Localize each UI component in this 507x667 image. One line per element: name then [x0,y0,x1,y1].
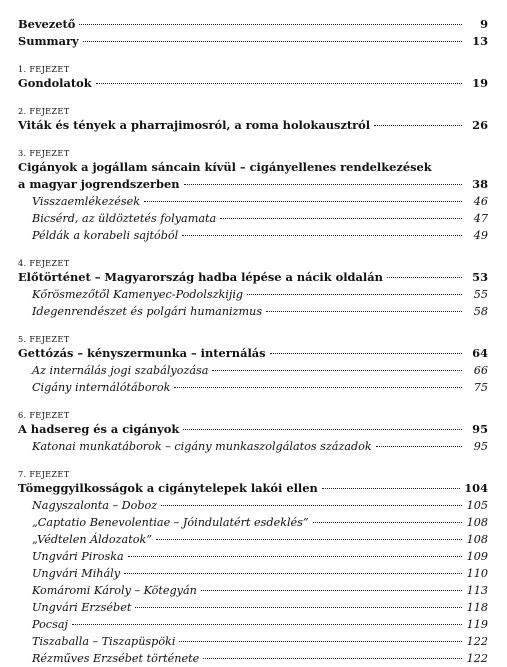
dot-leader [96,83,462,84]
section-page: 55 [473,288,488,301]
section-title: Példák a korabeli sajtóból [32,229,179,242]
section-entry [18,362,488,379]
dot-leader [247,294,462,295]
dot-leader [376,446,462,447]
section-entry [18,438,488,455]
dot-leader [266,311,462,312]
chapter-title: a magyar jogrendszerben [18,177,180,191]
toc-entry-bevezeto [18,16,488,33]
chapter-page: 38 [472,177,488,191]
section-title: Rézműves Erzsébet története [32,652,200,665]
section-entry [18,210,488,227]
section-title: Kőrösmezőtől Kamenyec-Podolszkijig [32,288,244,301]
chapter-page: 53 [472,270,488,284]
section-page: 122 [466,652,488,665]
chapter-page: 104 [464,481,488,495]
chapter-page: 95 [472,422,488,436]
section-page: 75 [473,381,488,394]
section-entry [18,193,488,210]
section-entry [18,286,488,303]
section-title: Bicsérd, az üldöztetés folyamata [32,212,217,225]
section-title: Komáromi Károly – Kötegyán [32,584,197,597]
chapter-label: 4. FEJEZET [18,258,70,268]
chapter-title: Viták és tények a pharrajimosról, a roma holokausztról [18,118,371,132]
section-title: Tiszaballa – Tiszapüspöki [32,635,176,648]
dot-leader [182,235,462,236]
section-page: 118 [466,601,488,614]
section-page: 110 [466,567,488,580]
toc-entry-page: 13 [472,34,488,48]
section-entry [18,379,488,396]
section-page: 122 [466,635,488,648]
dot-leader [83,41,462,42]
chapter-title-entry [18,269,488,286]
section-page: 109 [466,550,488,563]
dot-leader [179,641,462,642]
dot-leader [201,590,462,591]
chapter-label: 7. FEJEZET [18,469,70,479]
section-title: „Captatio Benevolentiae – Jóindulatért esdeklés” [32,516,309,529]
section-entry [18,565,488,582]
section-title: Ungvári Mihály [32,567,121,580]
chapter-title-entry [18,176,488,193]
section-entry [18,633,488,650]
chapter-title: Tömeggyilkosságok a cigánytelepek lakói ellen [18,481,318,495]
chapter-label: 3. FEJEZET [18,148,70,158]
dot-leader [387,277,462,278]
section-page: 95 [473,440,488,453]
section-entry [18,548,488,565]
section-page: 66 [473,364,488,377]
toc-entry-summary [18,33,488,50]
section-entry [18,497,488,514]
toc-entry-page: 9 [480,17,488,31]
section-entry [18,514,488,531]
dot-leader [374,125,462,126]
chapter-label: 6. FEJEZET [18,410,70,420]
dot-leader [79,24,462,25]
chapter-title: Gondolatok [18,76,92,90]
dot-leader [203,658,462,659]
section-title: Nagyszalonta – Doboz [32,499,158,512]
section-entry [18,227,488,244]
dot-leader [156,539,462,540]
dot-leader [72,624,462,625]
chapter-title-entry [18,480,488,497]
dot-leader [124,573,462,574]
section-entry [18,616,488,633]
chapter-label: 5. FEJEZET [18,334,70,344]
section-title: Pocsaj [32,618,68,631]
dot-leader [161,505,462,506]
section-page: 108 [466,533,488,546]
chapter-title: Előtörténet – Magyarország hadba lépése a nácik oldalán [18,270,383,284]
section-title: Az internálás jogi szabályozása [32,364,209,377]
chapter-title-entry [18,421,488,438]
table-of-contents [18,16,488,667]
dot-leader [212,370,462,371]
dot-leader [313,522,462,523]
dot-leader [128,556,462,557]
section-page: 47 [473,212,488,225]
section-title: „Védtelen Áldozatok” [32,533,152,546]
section-page: 58 [473,305,488,318]
section-title: Katonai munkatáborok – cigány munkaszolgálatos századok [32,440,372,453]
section-entry [18,582,488,599]
chapter-title-entry [18,75,488,92]
section-title: Visszaemlékezések [32,195,140,208]
toc-entry-title: Summary [18,34,79,48]
section-title: Ungvári Piroska [32,550,124,563]
section-page: 113 [466,584,488,597]
section-entry [18,650,488,667]
section-page: 46 [473,195,488,208]
section-page: 105 [466,499,488,512]
chapter-title: A hadsereg és a cigányok [18,422,180,436]
section-entry [18,599,488,616]
toc-entry-title: Bevezető [18,17,76,31]
chapter-label: 2. FEJEZET [18,106,70,116]
chapter-label: 1. FEJEZET [18,64,70,74]
chapter-page: 26 [472,118,488,132]
section-title: Idegenrendészet és polgári humanizmus [32,305,263,318]
dot-leader [174,387,462,388]
section-page: 119 [466,618,488,631]
section-entry [18,531,488,548]
chapter-title-entry [18,117,488,134]
dot-leader [184,184,462,185]
chapter-title-entry [18,345,488,362]
dot-leader [322,488,460,489]
dot-leader [144,201,462,202]
section-entry [18,303,488,320]
section-title: Ungvári Erzsébet [32,601,132,614]
chapter-title: Gettózás – kényszermunka – internálás [18,346,266,360]
chapter-title-line: Cigányok a jogállam sáncain kívül – cigányellenes rendelkezések [18,160,432,174]
section-title: Cigány internálótáborok [32,381,171,394]
dot-leader [220,218,462,219]
chapter-page: 64 [472,346,488,360]
dot-leader [270,353,462,354]
section-page: 108 [466,516,488,529]
chapter-page: 19 [472,76,488,90]
section-page: 49 [473,229,488,242]
dot-leader [183,429,462,430]
dot-leader [135,607,462,608]
